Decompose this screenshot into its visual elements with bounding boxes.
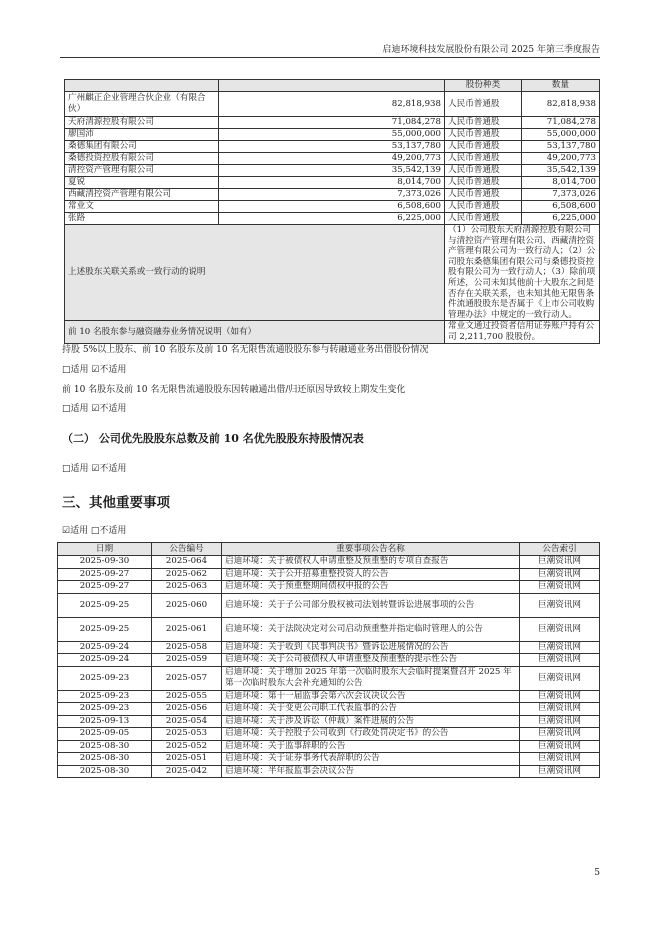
header-blank-cell [65,80,219,92]
event-index: 巨潮资讯网 [520,641,600,654]
shareholder-shares: 82,818,938 [219,92,445,117]
event-index: 巨潮资讯网 [520,740,600,753]
event-title: 启迪环境：关于变更公司职工代表监事的公告 [222,703,520,716]
event-row [58,715,600,728]
shareholders-table [64,79,600,344]
shareholder-name: 清控资产管理有限公司 [65,165,219,177]
shareholder-shares: 8,014,700 [219,177,445,189]
shareholder-row [65,177,600,189]
event-number: 2025-057 [152,666,222,690]
preferred-checkbox: □适用 ☑不适用 [62,464,127,474]
event-number: 2025-053 [152,728,222,741]
header-rule [60,57,600,58]
event-number: 2025-054 [152,715,222,728]
shareholder-name: 广州麒正企业管理合伙企业（有限合伙） [65,92,219,117]
event-number: 2025-055 [152,690,222,703]
event-row [58,641,600,654]
event-number: 2025-060 [152,593,222,617]
shareholder-quantity: 35,542,139 [522,165,600,177]
event-row [58,568,600,581]
event-date: 2025-09-13 [58,715,152,728]
margin-label: 前 10 名股东参与融资融券业务情况说明（如有） [65,321,445,343]
event-number: 2025-062 [152,568,222,581]
event-number: 2025-042 [152,765,222,778]
event-row [58,703,600,716]
header-index: 公告索引 [520,543,600,556]
events-header-row [58,543,600,556]
event-index: 巨潮资讯网 [520,593,600,617]
shareholder-share-type: 人民币普通股 [445,141,522,153]
shareholder-row [65,153,600,165]
preferred-shares-heading: （二） 公司优先股股东总数及前 10 名优先股股东持股情况表 [62,432,364,445]
event-row [58,581,600,594]
shareholder-name: 廖国沛 [65,129,219,141]
event-row [58,654,600,667]
event-index: 巨潮资讯网 [520,654,600,667]
event-index: 巨潮资讯网 [520,703,600,716]
shareholder-name: 天府清源控股有限公司 [65,117,219,129]
event-title: 启迪环境：关于预重整期间债权申报的公告 [222,581,520,594]
relation-text: （1）公司股东天府清源控股有限公司与清控资产管理有限公司、西藏清控资产管理有限公司为一致行动人；（2）公司股东桑德集团有限公司与桑德投资控股有限公司为一致行动人；（3）除前项所述，公司未知其他前十大股东之间是否存在关联关系，也未知其他无限售条件流通股股东是否属于《上市公司收购管理办法》中规定的一致行动人。 [445,225,600,321]
events-table [57,542,600,778]
shareholder-quantity: 71,084,278 [522,117,600,129]
event-title: 启迪环境：关于收到《民事判决书》暨诉讼进展情况的公告 [222,641,520,654]
event-number: 2025-052 [152,740,222,753]
shareholder-name: 常业文 [65,201,219,213]
shareholder-name: 桑德集团有限公司 [65,141,219,153]
event-title: 启迪环境：关于控股子公司收到《行政处罚决定书》的公告 [222,728,520,741]
event-index: 巨潮资讯网 [520,556,600,569]
shareholder-quantity: 7,373,026 [522,189,600,201]
shareholder-share-type: 人民币普通股 [445,92,522,117]
shareholder-row [65,213,600,225]
other-matters-heading: 三、其他重要事项 [62,495,170,511]
shareholder-share-type: 人民币普通股 [445,177,522,189]
event-title: 启迪环境：半年报监事会决议公告 [222,765,520,778]
event-date: 2025-09-27 [58,568,152,581]
event-index: 巨潮资讯网 [520,666,600,690]
header-date: 日期 [58,543,152,556]
shareholder-quantity: 6,508,600 [522,201,600,213]
event-date: 2025-09-27 [58,581,152,594]
event-number: 2025-051 [152,753,222,766]
event-title: 启迪环境：关于监事辞职的公告 [222,740,520,753]
event-row [58,728,600,741]
event-title: 启迪环境：第十一届监事会第六次会议决议公告 [222,690,520,703]
event-title: 启迪环境：关于涉及诉讼（仲裁）案件进展的公告 [222,715,520,728]
shareholder-row [65,117,600,129]
shareholder-shares: 6,225,000 [219,213,445,225]
event-index: 巨潮资讯网 [520,690,600,703]
change-checkbox: □适用 ☑不适用 [62,404,127,414]
shareholder-shares: 55,000,000 [219,129,445,141]
event-index: 巨潮资讯网 [520,765,600,778]
shareholder-share-type: 人民币普通股 [445,117,522,129]
shareholder-row [65,129,600,141]
event-number: 2025-064 [152,556,222,569]
relation-row [65,225,600,321]
shareholder-shares: 53,137,780 [219,141,445,153]
event-row [58,617,600,641]
event-title: 启迪环境：关于公司被债权人申请重整及预重整的提示性公告 [222,654,520,667]
header-quantity: 数量 [522,80,600,92]
event-date: 2025-09-23 [58,666,152,690]
header-number: 公告编号 [152,543,222,556]
shareholder-share-type: 人民币普通股 [445,153,522,165]
event-title: 启迪环境：关于法院决定对公司启动预重整并指定临时管理人的公告 [222,617,520,641]
change-note: 前 10 名股东及前 10 名无限售流通股股东因转融通出借/归还原因导致较上期发生变化 [62,385,406,395]
header-title: 重要事项公告名称 [222,543,520,556]
event-row [58,593,600,617]
event-number: 2025-061 [152,617,222,641]
shareholder-row [65,141,600,153]
event-date: 2025-09-23 [58,703,152,716]
event-title: 启迪环境：关于子公司部分股权被司法划转暨诉讼进展事项的公告 [222,593,520,617]
lending-checkbox: □适用 ☑不适用 [62,365,127,375]
event-number: 2025-058 [152,641,222,654]
shareholder-quantity: 49,200,773 [522,153,600,165]
event-index: 巨潮资讯网 [520,568,600,581]
event-title: 启迪环境：关于被债权人申请重整及预重整的专项自查报告 [222,556,520,569]
event-date: 2025-09-25 [58,593,152,617]
event-index: 巨潮资讯网 [520,581,600,594]
page-header: 启迪环境科技发展股份有限公司 2025 年第三季度报告 [382,45,600,55]
event-index: 巨潮资讯网 [520,753,600,766]
shareholder-shares: 6,508,600 [219,201,445,213]
shareholder-row [65,165,600,177]
event-row [58,556,600,569]
event-row [58,740,600,753]
shareholder-quantity: 55,000,000 [522,129,600,141]
event-index: 巨潮资讯网 [520,617,600,641]
shareholder-shares: 49,200,773 [219,153,445,165]
shareholder-name: 张路 [65,213,219,225]
relation-label: 上述股东关联关系或一致行动的说明 [65,225,445,321]
margin-row [65,321,600,343]
event-date: 2025-08-30 [58,740,152,753]
shareholder-share-type: 人民币普通股 [445,213,522,225]
event-date: 2025-09-30 [58,556,152,569]
other-matters-checkbox: ☑适用 □不适用 [62,526,127,536]
event-date: 2025-09-24 [58,654,152,667]
event-index: 巨潮资讯网 [520,728,600,741]
event-title: 启迪环境：关于证券事务代表辞职的公告 [222,753,520,766]
event-date: 2025-09-24 [58,641,152,654]
shareholder-share-type: 人民币普通股 [445,129,522,141]
event-row [58,690,600,703]
shareholder-quantity: 8,014,700 [522,177,600,189]
shareholder-name: 桑德投资控股有限公司 [65,153,219,165]
page-number: 5 [594,868,600,878]
shareholder-share-type: 人民币普通股 [445,189,522,201]
shareholder-shares: 35,542,139 [219,165,445,177]
event-date: 2025-08-30 [58,753,152,766]
event-row [58,765,600,778]
shareholder-name: 西藏清控资产管理有限公司 [65,189,219,201]
margin-text: 常业文通过投资者信用证券账户持有公司 2,211,700 股股份。 [445,321,600,343]
event-index: 巨潮资讯网 [520,715,600,728]
shareholder-share-type: 人民币普通股 [445,201,522,213]
event-number: 2025-059 [152,654,222,667]
header-blank-cell [219,80,445,92]
shareholder-quantity: 53,137,780 [522,141,600,153]
event-number: 2025-056 [152,703,222,716]
event-title: 启迪环境：关于公开招募重整投资人的公告 [222,568,520,581]
shareholder-row [65,189,600,201]
lending-note: 持股 5%以上股东、前 10 名股东及前 10 名无限售流通股股东参与转融通业务出借股份情况 [62,345,429,355]
header-share-type: 股份种类 [445,80,522,92]
shareholder-name: 夏锐 [65,177,219,189]
shareholder-row [65,201,600,213]
shareholder-share-type: 人民币普通股 [445,165,522,177]
event-row [58,666,600,690]
event-number: 2025-063 [152,581,222,594]
shareholder-shares: 71,084,278 [219,117,445,129]
event-title: 启迪环境：关于增加 2025 年第一次临时股东大会临时提案暨召开 2025 年第一次临时股东大会补充通知的公告 [222,666,520,690]
shareholder-quantity: 82,818,938 [522,92,600,117]
shareholder-row [65,92,600,117]
event-date: 2025-09-05 [58,728,152,741]
event-date: 2025-08-30 [58,765,152,778]
event-row [58,753,600,766]
shareholder-quantity: 6,225,000 [522,213,600,225]
event-date: 2025-09-23 [58,690,152,703]
event-date: 2025-09-25 [58,617,152,641]
shareholder-shares: 7,373,026 [219,189,445,201]
shareholders-header-row [65,80,600,92]
